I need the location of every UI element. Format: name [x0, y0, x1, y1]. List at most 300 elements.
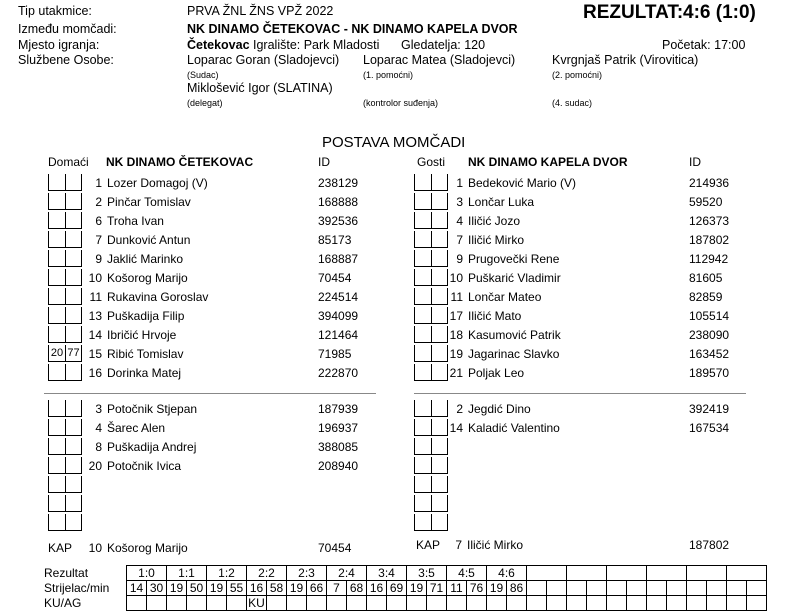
pocetak: Početak: 17:00: [662, 38, 746, 52]
kuag-cell: [447, 596, 467, 611]
kuag-cell: [727, 596, 747, 611]
strijelac-cell: 16: [247, 581, 267, 596]
strijelac-cell: 14: [127, 581, 147, 596]
away-player-id: 167534: [689, 421, 730, 435]
rezultat-cell: [727, 566, 767, 581]
igraliste: Igralište: Park Mladosti: [253, 38, 380, 52]
away-player-number: 3: [456, 195, 463, 209]
official-name: Miklošević Igor (SLATINA): [187, 81, 333, 95]
home-divider: [44, 393, 376, 394]
player-box: [414, 514, 431, 531]
home-player-id: 85173: [318, 233, 352, 247]
away-player-name: Kasumović Patrik: [468, 328, 561, 342]
away-player-number: 2: [456, 402, 463, 416]
away-player-name: Iličić Mato: [468, 309, 522, 323]
postava-title: POSTAVA MOMČADI: [322, 134, 466, 151]
away-player-boxes: [414, 495, 448, 512]
player-box: [48, 514, 65, 531]
home-player-name: Potočnik Stjepan: [107, 402, 198, 416]
away-player-id: 187802: [689, 233, 730, 247]
rezultat-cell: [687, 566, 727, 581]
away-label: Gosti: [417, 155, 446, 169]
home-player-number: 1: [95, 176, 102, 190]
home-player-boxes: [48, 514, 82, 531]
away-player-boxes: [414, 419, 448, 436]
player-box: [65, 269, 82, 286]
kuag-cell: [127, 596, 147, 611]
away-player-number: 11: [450, 290, 463, 304]
izmedju-label: Između momčadi:: [18, 22, 117, 36]
kuag-cell: [467, 596, 487, 611]
home-player-number: 11: [89, 290, 102, 304]
home-kap-name: Košorog Marijo: [107, 541, 188, 555]
home-player-id: 394099: [318, 309, 359, 323]
strijelac-cell: [687, 581, 707, 596]
player-box: [65, 193, 82, 210]
away-player-boxes: [414, 400, 448, 417]
home-player-id: 168887: [318, 252, 359, 266]
home-player-name: Puškadija Filip: [107, 309, 185, 323]
away-player-id: 81605: [689, 271, 723, 285]
home-player-name: Ibričić Hrvoje: [107, 328, 177, 342]
player-box: [65, 457, 82, 474]
kuag-cell: [667, 596, 687, 611]
official-name: Kvrgnjaš Patrik (Virovitica): [552, 53, 699, 67]
home-player-name: Rukavina Goroslav: [107, 290, 209, 304]
home-player-boxes: [48, 457, 82, 474]
strijelac-cell: 19: [167, 581, 187, 596]
rezultat-cell: [567, 566, 607, 581]
strijelac-cell: [527, 581, 547, 596]
kuag-cell: [167, 596, 187, 611]
away-player-id: 112942: [689, 252, 729, 266]
home-player-name: Troha Ivan: [107, 214, 164, 228]
player-box: [431, 438, 448, 455]
player-box: [414, 212, 431, 229]
home-player-boxes: [48, 250, 82, 267]
home-player-number: 4: [95, 421, 102, 435]
kuag-cell: [627, 596, 647, 611]
home-player-boxes: [48, 419, 82, 436]
home-player-number: 3: [95, 402, 102, 416]
strijelac-cell: [647, 581, 667, 596]
away-player-boxes: [414, 438, 448, 455]
away-player-boxes: [414, 212, 448, 229]
home-player-id: 208940: [318, 459, 359, 473]
away-player-name: Bedeković Mario (V): [468, 176, 577, 190]
official-role: (kontrolor suđenja): [363, 98, 439, 108]
home-label: Domaći: [48, 155, 89, 169]
kuag-cell: [567, 596, 587, 611]
rezultat-cell: 3:5: [407, 566, 447, 581]
player-box: [65, 514, 82, 531]
player-box: [65, 174, 82, 191]
player-box: [48, 400, 65, 417]
strijelac-row-label: Strijelac/min: [44, 581, 110, 595]
away-player-name: Lončar Mateo: [468, 290, 542, 304]
home-player-number: 7: [95, 233, 102, 247]
strijelac-cell: [627, 581, 647, 596]
player-box: [414, 250, 431, 267]
away-player-boxes: [414, 288, 448, 305]
away-id-label: ID: [689, 155, 701, 169]
player-box: [48, 288, 65, 305]
home-player-id: 388085: [318, 440, 359, 454]
kuag-cell: [187, 596, 207, 611]
home-player-number: 20: [88, 459, 102, 473]
home-player-number: 15: [88, 347, 102, 361]
player-box: [414, 476, 431, 493]
strijelac-cell: 7: [327, 581, 347, 596]
rezultat-cell: 1:2: [207, 566, 247, 581]
kuag-cell: [707, 596, 727, 611]
away-player-number: 19: [449, 347, 463, 361]
player-box: [65, 231, 82, 248]
official-role: (2. pomoćni): [552, 70, 603, 80]
away-player-id: 105514: [689, 309, 730, 323]
away-player-number: 17: [449, 309, 463, 323]
home-player-name: Ribić Tomislav: [107, 347, 184, 361]
kuag-cell: [147, 596, 167, 611]
player-box: [65, 495, 82, 512]
player-box: [414, 174, 431, 191]
away-player-name: Iličić Jozo: [468, 214, 521, 228]
home-player-id: 168888: [318, 195, 359, 209]
away-player-boxes: [414, 476, 448, 493]
home-kap-num: 10: [88, 541, 102, 555]
rezultat-cell: 4:5: [447, 566, 487, 581]
strijelac-cell: [727, 581, 747, 596]
tip-value: PRVA ŽNL ŽNS VPŽ 2022: [187, 4, 334, 18]
strijelac-cell: 55: [227, 581, 247, 596]
away-player-number: 1: [456, 176, 463, 190]
kuag-cell: [207, 596, 227, 611]
away-player-id: 214936: [689, 176, 730, 190]
home-player-id: 121464: [318, 328, 359, 342]
home-player-id: 224514: [318, 290, 359, 304]
player-box: [414, 231, 431, 248]
home-player-boxes: [48, 345, 82, 362]
kuag-cell: [487, 596, 507, 611]
home-player-boxes: [48, 476, 82, 493]
home-player-boxes: [48, 364, 82, 381]
strijelac-cell: 19: [287, 581, 307, 596]
home-player-id: 187939: [318, 402, 359, 416]
rezultat-cell: 2:4: [327, 566, 367, 581]
tip-label: Tip utakmice:: [18, 4, 92, 18]
home-player-id: 238129: [318, 176, 359, 190]
rezultat-value: 4:6 (1:0): [683, 2, 756, 23]
home-player-number: 6: [95, 214, 102, 228]
home-player-boxes: [48, 269, 82, 286]
kuag-cell: [527, 596, 547, 611]
kuag-cell: [267, 596, 287, 611]
player-box: [48, 269, 65, 286]
away-player-id: 189570: [689, 366, 730, 380]
away-player-boxes: [414, 174, 448, 191]
player-box: [414, 307, 431, 324]
player-box: [48, 476, 65, 493]
strijelac-cell: 71: [427, 581, 447, 596]
away-player-id: 126373: [689, 214, 730, 228]
player-box: 77: [65, 345, 82, 362]
away-team: NK DINAMO KAPELA DVOR: [468, 155, 628, 169]
rezultat-cell: [527, 566, 567, 581]
player-box: [431, 457, 448, 474]
rezultat-cell: [607, 566, 647, 581]
player-box: [48, 250, 65, 267]
rezultat-row-label: Rezultat: [44, 566, 89, 580]
home-player-number: 9: [95, 252, 102, 266]
strijelac-cell: [747, 581, 767, 596]
home-player-boxes: [48, 400, 82, 417]
home-player-number: 10: [88, 271, 102, 285]
home-player-boxes: [48, 212, 82, 229]
kuag-cell: [647, 596, 667, 611]
home-player-id: 392536: [318, 214, 359, 228]
strijelac-cell: [567, 581, 587, 596]
player-box: [48, 495, 65, 512]
away-player-name: Prugovečki Rene: [468, 252, 560, 266]
official-role: (1. pomoćni): [363, 70, 414, 80]
strijelac-cell: [707, 581, 727, 596]
player-box: [48, 193, 65, 210]
away-player-boxes: [414, 364, 448, 381]
official-role: (delegat): [187, 98, 223, 108]
player-box: [431, 495, 448, 512]
rezultat-cell: [647, 566, 687, 581]
home-id-label: ID: [318, 155, 330, 169]
home-player-id: 71985: [318, 347, 352, 361]
kuag-row-label: KU/AG: [44, 596, 82, 610]
sluzbene-label: Službene Osobe:: [18, 53, 114, 67]
strijelac-cell: 86: [507, 581, 527, 596]
kuag-cell: [587, 596, 607, 611]
strijelac-cell: 19: [207, 581, 227, 596]
home-player-name: Jaklić Marinko: [107, 252, 184, 266]
official-name: Loparac Goran (Sladojevci): [187, 53, 340, 67]
away-kap-id: 187802: [689, 538, 730, 552]
kuag-cell: [347, 596, 367, 611]
strijelac-cell: 19: [487, 581, 507, 596]
match-title: NK DINAMO ČETEKOVAC - NK DINAMO KAPELA DVOR: [187, 22, 518, 36]
kuag-cell: [407, 596, 427, 611]
strijelac-cell: 68: [347, 581, 367, 596]
player-box: [65, 250, 82, 267]
player-box: [48, 231, 65, 248]
player-box: [65, 438, 82, 455]
away-player-boxes: [414, 514, 448, 531]
rezultat-cell: 2:3: [287, 566, 327, 581]
home-player-name: Dorinka Matej: [107, 366, 182, 380]
away-player-id: 238090: [689, 328, 730, 342]
player-box: [65, 476, 82, 493]
player-box: [65, 364, 82, 381]
player-box: [48, 364, 65, 381]
official-role: (4. sudac): [552, 98, 593, 108]
kuag-cell: [367, 596, 387, 611]
away-player-boxes: [414, 231, 448, 248]
away-player-boxes: [414, 193, 448, 210]
rezultat-cell: 4:6: [487, 566, 527, 581]
player-box: [414, 288, 431, 305]
away-player-name: Iličić Mirko: [468, 233, 524, 247]
home-player-name: Košorog Marijo: [107, 271, 188, 285]
strijelac-cell: 16: [367, 581, 387, 596]
strijelac-cell: [587, 581, 607, 596]
gledatelja: Gledatelja: 120: [401, 38, 486, 52]
strijelac-cell: 30: [147, 581, 167, 596]
player-box: [414, 457, 431, 474]
player-box: [414, 419, 431, 436]
away-player-id: 163452: [689, 347, 730, 361]
player-box: [65, 212, 82, 229]
away-player-name: Puškarić Vladimir: [468, 271, 561, 285]
kuag-cell: KU: [248, 596, 265, 610]
home-kap-id: 70454: [318, 541, 352, 555]
home-player-boxes: [48, 174, 82, 191]
kuag-cell: [387, 596, 407, 611]
away-kap-name: Iličić Mirko: [467, 538, 523, 552]
away-player-id: 82859: [689, 290, 723, 304]
mjesto-label: Mjesto igranja:: [18, 38, 100, 52]
strijelac-cell: 66: [307, 581, 327, 596]
player-box: [48, 307, 65, 324]
player-box: [48, 457, 65, 474]
home-player-number: 13: [88, 309, 102, 323]
strijelac-cell: 50: [187, 581, 207, 596]
player-box: [414, 345, 431, 362]
away-player-boxes: [414, 345, 448, 362]
rezultat-label: REZULTAT:: [583, 2, 684, 23]
home-player-boxes: [48, 438, 82, 455]
kuag-cell: [607, 596, 627, 611]
home-player-number: 14: [88, 328, 102, 342]
kuag-cell: [507, 596, 527, 611]
away-player-name: Lončar Luka: [468, 195, 535, 209]
away-player-name: Jegdić Dino: [468, 402, 531, 416]
away-player-boxes: [414, 269, 448, 286]
home-player-id: 70454: [318, 271, 352, 285]
away-player-boxes: [414, 307, 448, 324]
player-box: [414, 400, 431, 417]
player-box: [65, 288, 82, 305]
home-player-boxes: [48, 231, 82, 248]
player-box: [414, 495, 431, 512]
home-player-boxes: [48, 307, 82, 324]
away-player-number: 7: [456, 233, 463, 247]
home-player-id: 196937: [318, 421, 359, 435]
strijelac-cell: 69: [387, 581, 407, 596]
player-box: [65, 400, 82, 417]
strijelac-cell: 11: [447, 581, 467, 596]
player-box: [414, 438, 431, 455]
home-player-number: 8: [95, 440, 102, 454]
home-player-boxes: [48, 193, 82, 210]
home-player-id: 222870: [318, 366, 359, 380]
home-player-number: 16: [88, 366, 102, 380]
away-player-number: 9: [456, 252, 463, 266]
away-player-name: Kaladić Valentino: [468, 421, 560, 435]
strijelac-cell: [667, 581, 687, 596]
away-player-id: 392419: [689, 402, 730, 416]
strijelac-cell: 19: [407, 581, 427, 596]
player-box: [431, 514, 448, 531]
home-player-name: Dunković Antun: [107, 233, 191, 247]
player-box: [65, 419, 82, 436]
player-box: [65, 326, 82, 343]
player-box: [48, 438, 65, 455]
player-box: [65, 307, 82, 324]
score-table: [44, 565, 767, 611]
home-player-boxes: [48, 495, 82, 512]
home-player-name: Puškadija Andrej: [107, 440, 197, 454]
official-role: (Sudac): [187, 70, 219, 80]
strijelac-cell: [607, 581, 627, 596]
home-team: NK DINAMO ČETEKOVAC: [106, 155, 254, 169]
home-player-name: Pinčar Tomislav: [107, 195, 191, 209]
player-box: [414, 269, 431, 286]
away-player-boxes: [414, 326, 448, 343]
player-box: [48, 212, 65, 229]
player-box: [414, 193, 431, 210]
mjesto-value: Četekovac: [187, 38, 250, 52]
player-box: [48, 174, 65, 191]
home-player-boxes: [48, 288, 82, 305]
rezultat-cell: 1:1: [167, 566, 207, 581]
strijelac-cell: 76: [467, 581, 487, 596]
away-divider: [414, 393, 746, 394]
rezultat-cell: 3:4: [367, 566, 407, 581]
official-name: Loparac Matea (Sladojevci): [363, 53, 516, 67]
away-player-number: 18: [449, 328, 463, 342]
away-player-number: 4: [456, 214, 463, 228]
kuag-cell: [747, 596, 767, 611]
away-player-boxes: [414, 457, 448, 474]
strijelac-cell: [547, 581, 567, 596]
kuag-cell: [427, 596, 447, 611]
home-player-number: 2: [95, 195, 102, 209]
away-player-name: Poljak Leo: [468, 366, 525, 380]
player-box: [48, 326, 65, 343]
kuag-cell: [327, 596, 347, 611]
player-box: [414, 326, 431, 343]
home-player-name: Šarec Alen: [107, 421, 166, 435]
player-box: [431, 476, 448, 493]
away-player-id: 59520: [689, 195, 723, 209]
home-player-name: Potočnik Ivica: [107, 459, 182, 473]
away-kap-num: 7: [455, 538, 462, 552]
player-box: [414, 364, 431, 381]
rezultat-cell: 2:2: [247, 566, 287, 581]
away-player-number: 10: [449, 271, 463, 285]
kuag-cell: [227, 596, 247, 611]
kuag-cell: [307, 596, 327, 611]
rezultat-cell: 1:0: [127, 566, 167, 581]
home-kap-label: KAP: [48, 541, 73, 555]
away-kap-label: KAP: [416, 538, 441, 552]
player-box: 20: [48, 345, 65, 362]
away-player-name: Jagarinac Slavko: [468, 347, 560, 361]
kuag-cell: [687, 596, 707, 611]
player-box: [48, 419, 65, 436]
home-player-boxes: [48, 326, 82, 343]
strijelac-cell: 58: [267, 581, 287, 596]
away-player-number: 21: [449, 366, 463, 380]
home-player-name: Lozer Domagoj (V): [107, 176, 208, 190]
away-player-boxes: [414, 250, 448, 267]
away-player-number: 14: [449, 421, 463, 435]
